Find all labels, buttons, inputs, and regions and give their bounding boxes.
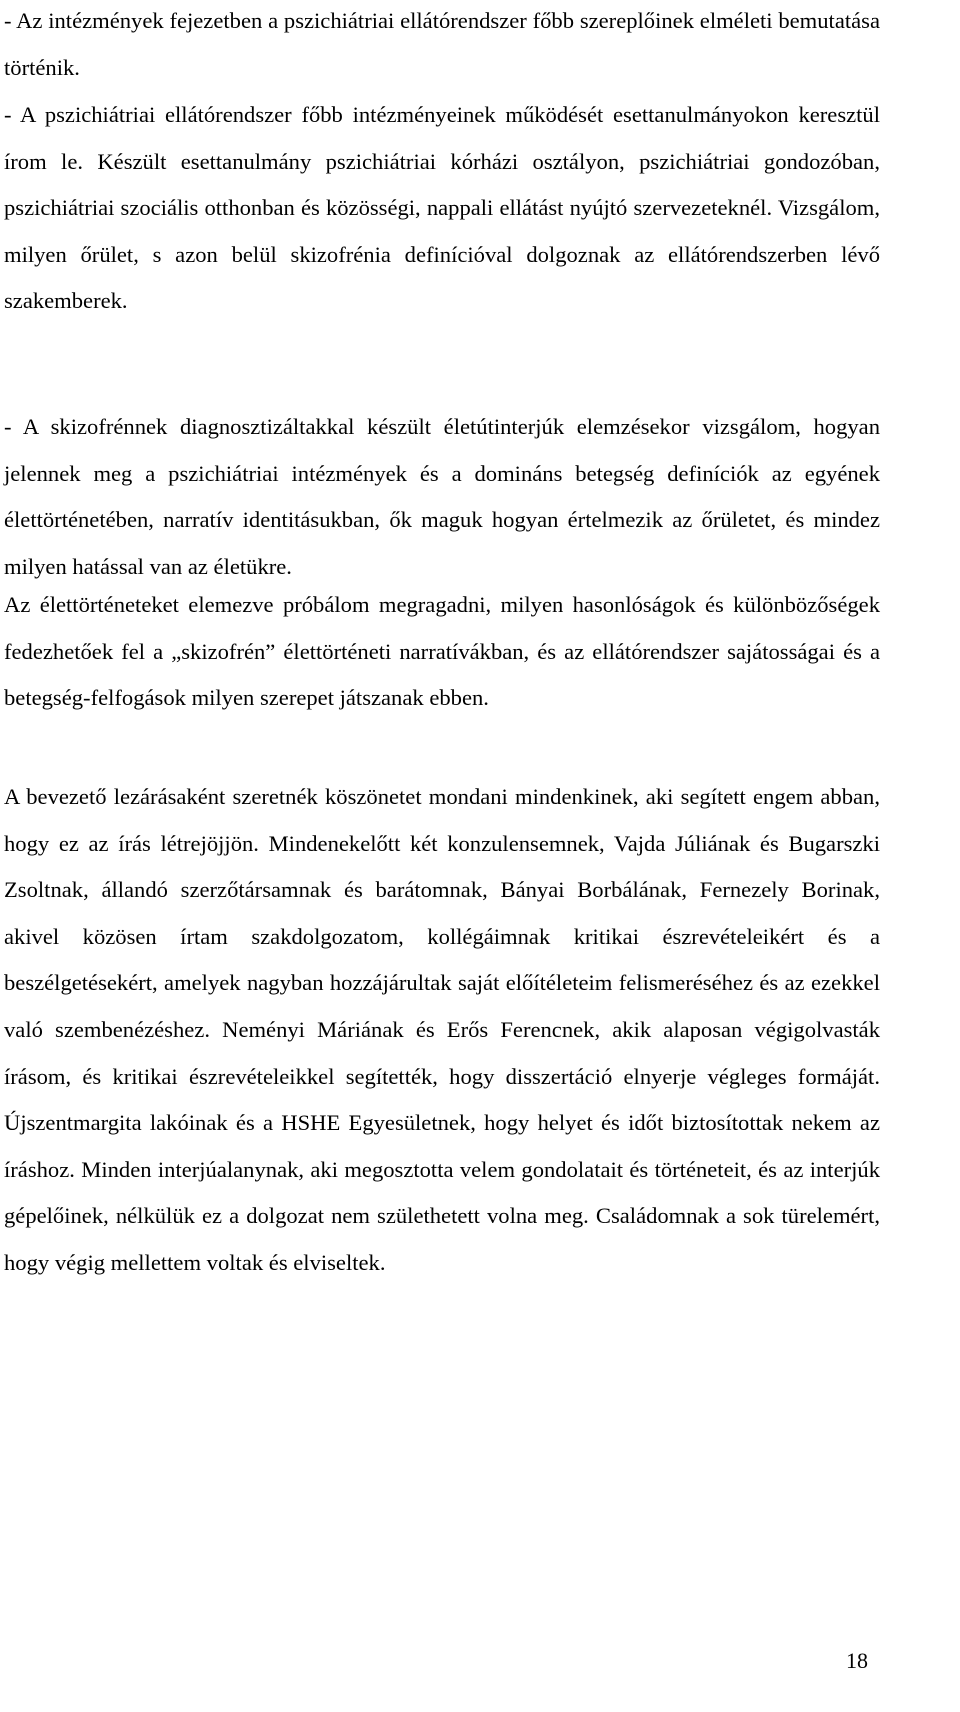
paragraph-institutions-chapter: - Az intézmények fejezetben a pszichiátriai ellátórendszer főbb szereplőinek elméleti bemutatása történik. — [4, 8, 886, 80]
paragraph-life-stories-analysis: Az élettörténeteket elemezve próbálom megragadni, milyen hasonlóságok és különbözőségek fedezhetőek fel a „skizofrén” élettörténeti narratívákban, és az ellátórendszer sajátosságai és a betegség-felfogások milyen szerepet játszanak ebben. — [4, 592, 886, 711]
paragraph-case-studies: - A pszichiátriai ellátórendszer főbb intézményeinek működését esettanulmányokon keresztül írom le. Készült esettanulmány pszichiátriai kórházi osztályon, pszichiátriai gondozóban, pszichiátriai szociális otthonban és közösségi, nappali ellátást nyújtó szervezeteknél. Vizsgálom, milyen őrület, s azon belül skizofrénia definícióval dolgoznak az ellátórendszerben lévő szakemberek. — [4, 102, 886, 314]
paragraph-acknowledgements: A bevezető lezárásaként szeretnék köszönetet mondani mindenkinek, aki segített engem abban, hogy ez az írás létrejöjjön. Mindenekelőtt két konzulensemnek, Vajda Júliának és Bugarszki Zsoltnak, állandó szerzőtársamnak és barátomnak, Bányai Borbálának, Fernezely Borinak, akivel közösen írtam szakdolgozatom, kollégáimnak kritikai észrevételeikért és a beszélgetésekért, amelyek nagyban hozzájárultak saját előítéleteim felismeréséhez és az ezekkel való szembenézéshez. Neményi Máriának és Erős Ferencnek, akik alaposan végigolvasták írásom, és kritikai észrevételeikkel segítették, hogy disszertáció elnyerje végleges formáját. Újszentmargita lakóinak és a HSHE Egyesületnek, hogy helyet és időt biztosítottak nekem az íráshoz. Minden interjúalanynak, aki megosztotta velem gondolatait és történeteit, és az interjúk gépelőinek, nélkülük ez a dolgozat nem születhetett volna meg. Családomnak a sok türelemért, hogy végig mellettem voltak és elviseltek. — [4, 784, 886, 1275]
page-number: 18 — [846, 1648, 868, 1673]
paragraph-life-interviews: - A skizofrénnek diagnosztizáltakkal készült életútinterjúk elemzésekor vizsgálom, hogyan jelennek meg a pszichiátriai intézmények és a domináns betegség definíciók az egyének élettörténetében, narratív identitásukban, ők maguk hogyan értelmezik az őrületet, és mindez milyen hatással van az életükre. — [4, 414, 886, 579]
